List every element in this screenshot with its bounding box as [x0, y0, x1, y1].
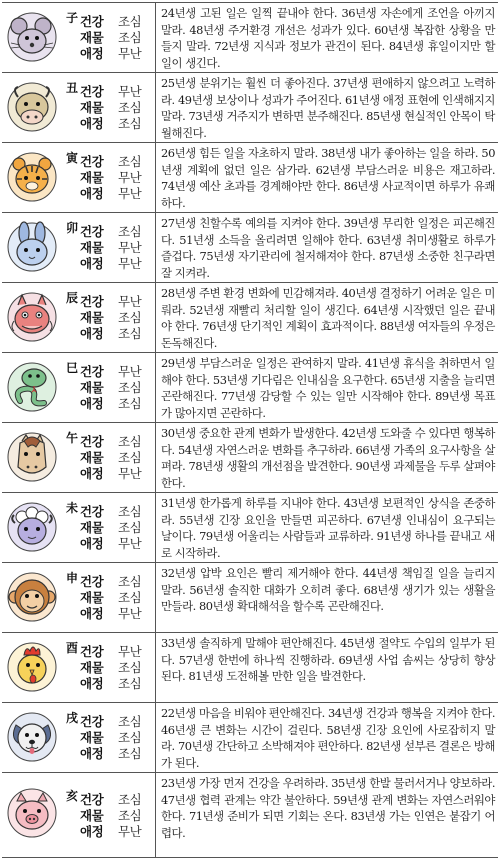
zodiac-info — [2, 283, 154, 352]
zodiac-row-horse — [2, 422, 498, 492]
stat-wealth: 재물 조심 — [80, 660, 142, 675]
zodiac-row-dragon — [2, 282, 498, 352]
stat-love: 애정 무난 — [80, 466, 142, 481]
stat-health: 건강 조심 — [80, 434, 142, 449]
zodiac-char: 辰 — [66, 291, 79, 305]
fortune-stats — [80, 792, 152, 840]
stat-love: 애정 무난 — [80, 186, 142, 201]
stat-health: 건강 조심 — [80, 574, 142, 589]
fortune-text: 32년생 압박 요인은 빨리 제거해야 한다. 44년생 책임질 일을 늘리지 말라. 56년생 솔직한 대화가 오히려 좋다. 68년생 생기가 있는 생활을 만들라. 80년생 확대해석을 할수록 곤란해진다. — [155, 563, 498, 632]
zodiac-info — [2, 143, 154, 212]
zodiac-row-rat — [2, 2, 498, 72]
fortune-text: 26년생 힘든 일을 자초하지 말라. 38년생 내가 좋아하는 일을 하라. 50년생 계획에 없던 일은 삼가라. 62년생 부담스러운 비용은 재고하라. 74년생 예산 초과를 경계해야만 한다. 86년생 사교적이면 하루가 유쾌하다. — [155, 143, 498, 212]
stat-wealth: 재물 조심 — [80, 30, 142, 45]
zodiac-char: 巳 — [66, 361, 79, 375]
zodiac-char: 未 — [66, 501, 79, 515]
stat-wealth: 재물 조심 — [80, 380, 142, 395]
stat-wealth: 재물 조심 — [80, 590, 142, 605]
fortune-text: 31년생 한가롭게 하루를 지내야 한다. 43년생 보편적인 상식을 존중하라. 55년생 긴장 요인을 만들면 피곤하다. 67년생 인내심이 요구되는 날이다. 79년생 어울리는 사람들과 교류하라. 91년생 하나를 끝내고 새로 시작하라. — [155, 493, 498, 562]
fortune-text: 30년생 중요한 관계 변화가 발생한다. 42년생 도와줄 수 있다면 행복하다. 54년생 자연스러운 변화를 추구하라. 66년생 가족의 요구사항을 살펴라. 78년생 생활의 개선점을 발견한다. 90년생 과제물을 두루 살펴야 한다. — [155, 423, 498, 492]
zodiac-info — [2, 703, 154, 772]
stat-health: 건강 무난 — [80, 364, 142, 379]
horse-icon — [6, 431, 58, 483]
fortune-text: 29년생 부담스러운 일정은 관여하지 말라. 41년생 휴식을 취하면서 일해야 한다. 53년생 기다림은 인내심을 요구한다. 65년생 지출을 늘리면 곤란해진다. 77년생 감당할 수 있는 일만 시작해야 한다. 89년생 목표가 많아지면 곤란하다. — [155, 353, 498, 422]
rabbit-icon — [6, 221, 58, 273]
zodiac-char: 亥 — [66, 789, 79, 803]
stat-wealth: 재물 무난 — [80, 240, 142, 255]
zodiac-info — [2, 773, 154, 857]
fortune-text: 23년생 가장 먼저 건강을 우려하라. 35년생 한발 물러서거나 양보하라. 47년생 협력 관계는 약간 불안하다. 59년생 관계 변화는 자연스러워야 한다. 71년생 준비가 되면 기회는 온다. 83년생 가는 인연은 붙잡기 어렵다. — [155, 773, 498, 857]
fortune-stats — [80, 574, 152, 622]
zodiac-char: 子 — [66, 11, 79, 25]
stat-love: 애정 무난 — [80, 536, 142, 551]
fortune-text: 33년생 솔직하게 말해야 편안해진다. 45년생 절약도 수입의 일부가 된다. 57년생 한번에 하나씩 진행하라. 69년생 사업 솜씨는 상당히 향상된다. 81년생 도전해볼 만한 일을 발견한다. — [155, 633, 498, 702]
stat-health: 건강 조심 — [80, 154, 142, 169]
stat-love: 애정 조심 — [80, 326, 142, 341]
fortune-stats — [80, 294, 152, 342]
stat-love: 애정 무난 — [80, 256, 142, 271]
zodiac-row-pig — [2, 772, 498, 858]
zodiac-info — [2, 493, 154, 562]
zodiac-row-tiger — [2, 142, 498, 212]
fortune-text: 22년생 마음을 비워야 편안해진다. 34년생 건강과 행복을 지켜야 한다. 46년생 큰 변화는 시간이 걸린다. 58년생 긴장 요인에 사로잡히지 말라. 70년생 간단하고 소박해져야 편안하다. 82년생 섣부른 결론은 방해가 된다. — [155, 703, 498, 772]
stat-wealth: 재물 무난 — [80, 170, 142, 185]
fortune-stats — [80, 714, 152, 762]
stat-health: 건강 조심 — [80, 224, 142, 239]
fortune-stats — [80, 364, 152, 412]
stat-wealth: 재물 조심 — [80, 450, 142, 465]
zodiac-info — [2, 213, 154, 282]
fortune-text: 25년생 분위기는 훨씬 더 좋아진다. 37년생 편애하지 않으려고 노력하라. 49년생 보상이나 성과가 주어진다. 61년생 애정 표현에 인색해지지 말라. 73년생 거주지가 변하면 분주해진다. 85년생 현실적인 안목이 탁월해진다. — [155, 73, 498, 142]
monkey-icon — [6, 571, 58, 623]
fortune-stats — [80, 644, 152, 692]
fortune-text: 27년생 친할수록 예의를 지켜야 한다. 39년생 무리한 일정은 피곤해진다. 51년생 소득을 올리려면 일해야 한다. 63년생 취미생활로 하루가 즐겁다. 75년생 자기관리에 철저해져야 한다. 87년생 소중한 친구라면 잘 지켜라. — [155, 213, 498, 282]
stat-love: 애정 조심 — [80, 746, 142, 761]
zodiac-info — [2, 73, 154, 142]
zodiac-row-dog — [2, 702, 498, 772]
zodiac-char: 申 — [66, 571, 79, 585]
zodiac-row-rabbit — [2, 212, 498, 282]
fortune-stats — [80, 224, 152, 272]
zodiac-row-snake — [2, 352, 498, 422]
zodiac-info — [2, 3, 154, 72]
zodiac-row-sheep — [2, 492, 498, 562]
rooster-icon — [6, 641, 58, 693]
stat-wealth: 재물 조심 — [80, 730, 142, 745]
stat-health: 건강 조심 — [80, 504, 142, 519]
stat-health: 건강 조심 — [80, 14, 142, 29]
stat-wealth: 재물 조심 — [80, 808, 142, 823]
stat-love: 애정 무난 — [80, 46, 142, 61]
stat-love: 애정 무난 — [80, 606, 142, 621]
fortune-stats — [80, 84, 152, 132]
stat-health: 건강 조심 — [80, 792, 142, 807]
stat-wealth: 재물 조심 — [80, 520, 142, 535]
zodiac-char: 戌 — [66, 711, 79, 725]
zodiac-char: 午 — [66, 431, 79, 445]
stat-love: 애정 무난 — [80, 824, 142, 839]
stat-health: 건강 조심 — [80, 714, 142, 729]
ox-icon — [6, 81, 58, 133]
zodiac-info — [2, 353, 154, 422]
fortune-stats — [80, 504, 152, 552]
fortune-text: 28년생 주변 환경 변화에 민감해져라. 40년생 결정하기 어려운 일은 미뤄라. 52년생 재빨리 처리할 일이 생긴다. 64년생 시작했던 일은 끝내야 한다. 76년생 단기적인 계획이 효과적이다. 88년생 여자들의 우정은 돈독해진다. — [155, 283, 498, 352]
tiger-icon — [6, 151, 58, 203]
zodiac-char: 卯 — [66, 221, 79, 235]
zodiac-info — [2, 563, 154, 632]
stat-love: 애정 조심 — [80, 676, 142, 691]
zodiac-row-monkey — [2, 562, 498, 632]
zodiac-char: 寅 — [66, 151, 79, 165]
stat-health: 건강 무난 — [80, 644, 142, 659]
stat-love: 애정 조심 — [80, 116, 142, 131]
zodiac-info — [2, 633, 154, 702]
pig-icon — [6, 787, 58, 839]
zodiac-char: 酉 — [66, 641, 79, 655]
dog-icon — [6, 711, 58, 763]
stat-health: 건강 무난 — [80, 84, 142, 99]
zodiac-row-ox — [2, 72, 498, 142]
stat-wealth: 재물 조심 — [80, 100, 142, 115]
zodiac-char: 丑 — [66, 81, 79, 95]
dragon-icon — [6, 291, 58, 343]
stat-love: 애정 조심 — [80, 396, 142, 411]
sheep-icon — [6, 501, 58, 553]
fortune-stats — [80, 14, 152, 62]
zodiac-row-rooster — [2, 632, 498, 702]
zodiac-info — [2, 423, 154, 492]
snake-icon — [6, 361, 58, 413]
fortune-stats — [80, 434, 152, 482]
stat-wealth: 재물 조심 — [80, 310, 142, 325]
fortune-text: 24년생 고된 일은 일찍 끝내야 한다. 36년생 자손에게 조언을 아끼지 말라. 48년생 주거환경 개선은 성과가 있다. 60년생 복잡한 상황을 만들지 말라. 72년생 지식과 정보가 관건이 된다. 84년생 휴일이지만 할 일이 생긴다. — [155, 3, 498, 72]
fortune-stats — [80, 154, 152, 202]
rat-icon — [6, 11, 58, 63]
stat-health: 건강 무난 — [80, 294, 142, 309]
